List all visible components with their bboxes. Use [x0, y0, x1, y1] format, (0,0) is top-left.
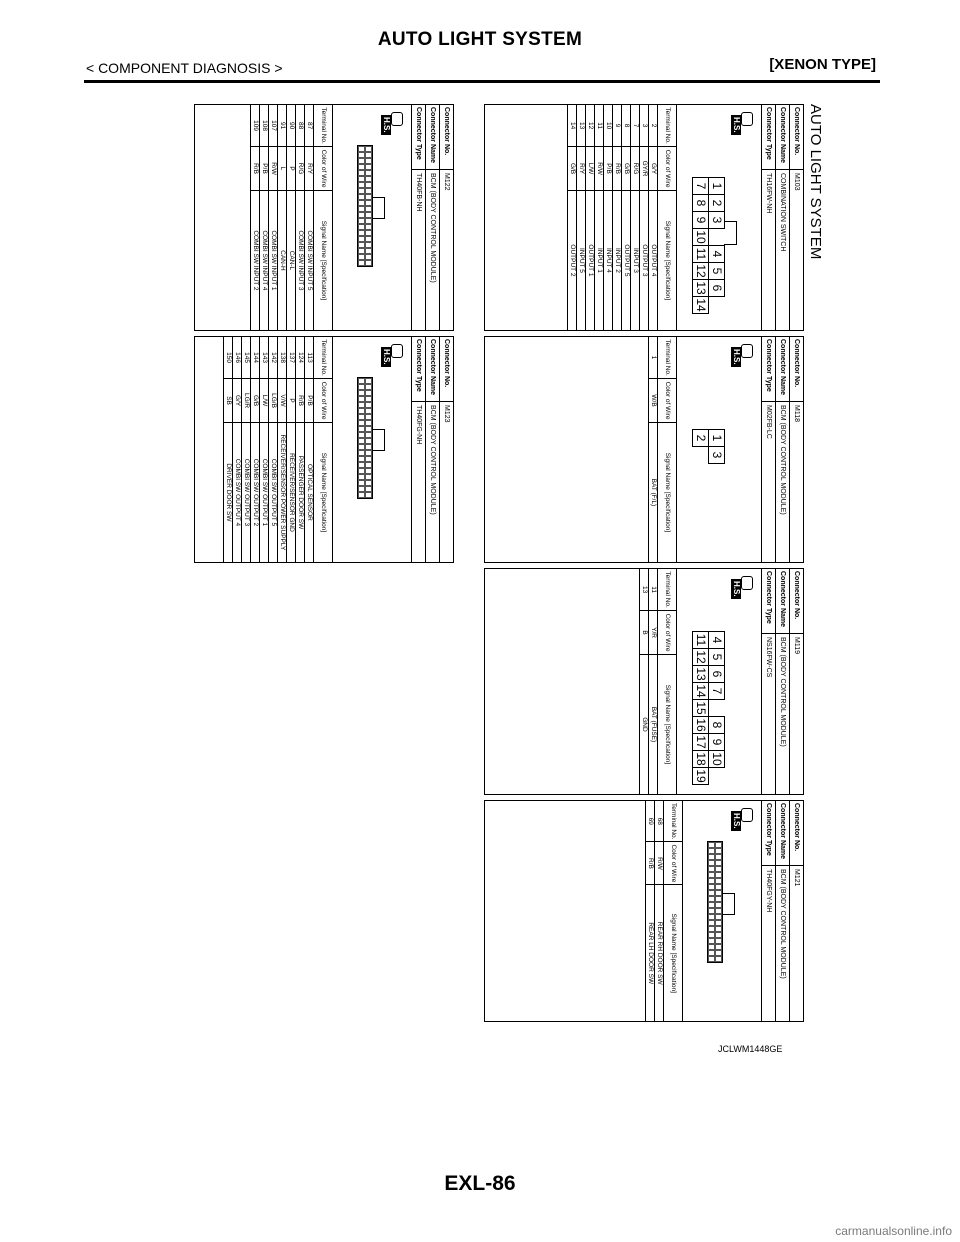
- table-cell: INPUT 2: [613, 190, 622, 330]
- table-cell: 90: [287, 105, 296, 147]
- pin-cell: 10: [694, 230, 708, 244]
- connector-panel-M118: [484, 336, 804, 563]
- pin-cell: 9: [693, 212, 709, 229]
- table-cell: 14: [568, 105, 577, 147]
- table-cell: L: [278, 147, 287, 191]
- table-cell: BAT (F/L): [649, 422, 658, 562]
- table-row: [296, 105, 305, 331]
- header-value: M123: [443, 405, 450, 423]
- pin-cell: 3: [709, 212, 725, 229]
- header-value: COMBINATION SWITCH: [779, 173, 786, 252]
- table-header-cell: Terminal No.: [314, 105, 333, 147]
- table-cell: PASSENGER DOOR SW: [296, 422, 305, 562]
- table-cell: SB: [224, 379, 233, 423]
- table-cell: P: [287, 147, 296, 191]
- table-row: [305, 337, 314, 563]
- table-cell: 108: [260, 105, 269, 147]
- header-key: Connector Name: [426, 337, 439, 402]
- header-value: M103: [793, 173, 800, 191]
- table-row: [251, 337, 260, 563]
- table-row: [604, 105, 613, 331]
- connector-sheet-rotated: [196, 104, 826, 1024]
- pin-cell: 5: [709, 263, 725, 280]
- pin-slot: [715, 956, 722, 962]
- hand-icon: [741, 576, 753, 590]
- pin-cell: 19: [694, 769, 708, 783]
- table-cell: R/G: [296, 147, 305, 191]
- hand-icon: [391, 112, 403, 126]
- pin-cell: 15: [694, 701, 708, 715]
- hand-icon: [391, 344, 403, 358]
- table-cell: 142: [269, 337, 278, 379]
- connector-header-row: [761, 105, 775, 330]
- connector-latch: [372, 429, 385, 451]
- pin-cell: 7: [693, 178, 709, 195]
- table-cell: G/B: [568, 147, 577, 191]
- hs-label: H.S.: [732, 581, 741, 597]
- connector-pin-grid: [357, 145, 373, 267]
- table-cell: 150: [224, 337, 233, 379]
- header-value: TH40FGY-NH: [765, 869, 772, 913]
- table-cell: 109: [251, 105, 260, 147]
- pin-slot: [708, 956, 715, 962]
- table-cell: CAN-H: [278, 190, 287, 330]
- pin-cell: 6: [709, 666, 725, 683]
- hs-hand-icon: [377, 111, 403, 137]
- pin-cell: 5: [709, 649, 725, 666]
- table-cell: COMBI SW INPUT 1: [269, 190, 278, 330]
- table-row: [233, 337, 242, 563]
- table-cell: P: [287, 379, 296, 423]
- connector-latch: [724, 221, 737, 245]
- table-header-cell: Color of Wire: [658, 611, 677, 655]
- table-cell: 2: [649, 105, 658, 147]
- table-row: [577, 105, 586, 331]
- pin-slot: [358, 492, 365, 498]
- hs-label: H.S.: [732, 349, 741, 365]
- pin-cell: 7: [709, 683, 725, 700]
- table-row: [649, 337, 658, 563]
- table-cell: LG/B: [269, 379, 278, 423]
- header-key: Connector Name: [776, 801, 789, 866]
- pin-cell: [709, 229, 725, 246]
- header-rule: [84, 80, 880, 83]
- table-row: [649, 569, 658, 795]
- pin-cell: 11: [693, 246, 709, 263]
- table-row: [251, 105, 260, 331]
- header-key: Connector No.: [440, 337, 453, 402]
- table-cell: GND: [640, 654, 649, 794]
- table-header-cell: Signal Name [Specification]: [658, 422, 677, 562]
- table-cell: OUTPUT 1: [586, 190, 595, 330]
- header-key: Connector Type: [762, 337, 775, 402]
- connector-latch: [722, 893, 735, 915]
- table-header-cell: Color of Wire: [664, 842, 683, 885]
- table-row: [586, 105, 595, 331]
- connector-header-row: [439, 105, 453, 330]
- hs-hand-icon: [727, 575, 753, 601]
- table-cell: DRIVER DOOR SW: [224, 422, 233, 562]
- pin-cell: 6: [709, 280, 725, 297]
- table-cell: COMBI SW OUTPUT 4: [233, 422, 242, 562]
- pin-cell: 12: [694, 650, 708, 664]
- table-row: [305, 105, 314, 331]
- table-cell: OPTICAL SENSOR: [305, 422, 314, 562]
- table-cell: 1: [649, 337, 658, 379]
- table-row: [649, 105, 658, 331]
- header-key: Connector No.: [790, 801, 803, 866]
- table-cell: COMBI SW OUTPUT 3: [242, 422, 251, 562]
- hand-icon: [741, 112, 753, 126]
- table-cell: G/B: [251, 379, 260, 423]
- header-key: Connector Type: [762, 105, 775, 170]
- connector-header-row: [761, 337, 775, 562]
- table-cell: COMBI SW INPUT 5: [305, 190, 314, 330]
- table-cell: W/B: [649, 379, 658, 423]
- header-value: M122: [443, 173, 450, 191]
- table-cell: OUTPUT 2: [568, 190, 577, 330]
- header-key: Connector Name: [776, 105, 789, 170]
- pin-cell: 3: [709, 447, 725, 464]
- table-cell: 9: [613, 105, 622, 147]
- connector-latch: [372, 197, 385, 219]
- pin-cell: 14: [694, 684, 708, 698]
- pin-cell: 8: [709, 717, 725, 734]
- table-cell: INPUT 1: [595, 190, 604, 330]
- connector-pinout: [692, 631, 725, 785]
- table-cell: 91: [278, 105, 287, 147]
- pin-cell: 1: [709, 178, 725, 195]
- table-cell: 107: [269, 105, 278, 147]
- pin-cell: 10: [710, 752, 724, 766]
- table-row: [287, 105, 296, 331]
- table-cell: OUTPUT 5: [622, 190, 631, 330]
- pin-cell: 17: [694, 735, 708, 749]
- sheet-title: AUTO LIGHT SYSTEM: [807, 104, 824, 260]
- table-cell: RECEIVER/SENSOR POWER SUPPLY: [278, 422, 287, 562]
- hs-label: H.S.: [382, 349, 391, 365]
- header-value: TH16FW-NH: [765, 173, 772, 214]
- table-row: [296, 337, 305, 563]
- table-cell: COMBI SW INPUT 2: [251, 190, 260, 330]
- table-cell: 145: [242, 337, 251, 379]
- pin-cell: 4: [709, 246, 725, 263]
- table-row: [655, 801, 664, 1022]
- table-header-cell: Terminal No.: [314, 337, 333, 379]
- header-value: TH40FG-NH: [415, 405, 422, 445]
- table-cell: R/Y: [305, 147, 314, 191]
- table-cell: 8: [622, 105, 631, 147]
- header-key: Connector No.: [440, 105, 453, 170]
- header-key: Connector Name: [776, 337, 789, 402]
- pin-cell: 12: [694, 264, 708, 278]
- table-cell: INPUT 5: [577, 190, 586, 330]
- table-cell: R/B: [251, 147, 260, 191]
- header-value: M119: [793, 637, 800, 654]
- table-cell: R/B: [646, 842, 655, 885]
- connector-header-row: [761, 569, 775, 794]
- table-row: [278, 337, 287, 563]
- table-cell: R/G: [631, 147, 640, 191]
- pin-cell: 13: [694, 281, 708, 295]
- table-cell: 11: [595, 105, 604, 147]
- table-cell: COMBI SW OUTPUT 5: [269, 422, 278, 562]
- table-cell: Y/R: [649, 611, 658, 655]
- table-cell: L/W: [586, 147, 595, 191]
- pin-cell: 11: [693, 632, 709, 649]
- section-label: < COMPONENT DIAGNOSIS >: [86, 60, 283, 76]
- table-cell: OUTPUT 4: [649, 190, 658, 330]
- table-cell: 68: [655, 801, 664, 842]
- table-row: [640, 569, 649, 795]
- table-cell: 12: [586, 105, 595, 147]
- header-key: Connector Type: [762, 569, 775, 634]
- table-row: [640, 105, 649, 331]
- table-header-cell: Terminal No.: [658, 569, 677, 611]
- pin-slot: [365, 492, 372, 498]
- page-number: EXL-86: [444, 1172, 516, 1195]
- table-cell: R/B: [613, 147, 622, 191]
- header-value: TH40FB-NH: [415, 173, 422, 212]
- connector-header-row: [775, 337, 789, 562]
- table-header-cell: Color of Wire: [314, 379, 333, 423]
- header-value: M02FB-LC: [765, 405, 772, 439]
- table-cell: 143: [260, 337, 269, 379]
- table-cell: 13: [640, 569, 649, 611]
- table-cell: G/B: [622, 147, 631, 191]
- table-cell: V/W: [278, 379, 287, 423]
- connector-header-row: [439, 337, 453, 562]
- connector-header-row: [411, 337, 425, 562]
- hs-hand-icon: [727, 343, 753, 369]
- table-row: [278, 105, 287, 331]
- table-cell: L/W: [260, 379, 269, 423]
- hs-label: H.S.: [732, 813, 741, 829]
- table-cell: 87: [305, 105, 314, 147]
- table-cell: 7: [631, 105, 640, 147]
- terminal-table: [648, 336, 677, 563]
- table-row: [269, 337, 278, 563]
- table-row: [260, 105, 269, 331]
- table-row: [224, 337, 233, 563]
- table-cell: 69: [646, 801, 655, 842]
- connector-header-row: [775, 801, 789, 1021]
- pin-cell: 13: [694, 667, 708, 681]
- header-value: NS16FW-CS: [765, 637, 772, 678]
- table-cell: COMBI SW OUTPUT 2: [251, 422, 260, 562]
- table-cell: REAR LH DOOR SW: [646, 885, 655, 1022]
- table-cell: REAR RH DOOR SW: [655, 885, 664, 1022]
- table-cell: G/Y: [233, 379, 242, 423]
- pin-slot: [365, 260, 372, 266]
- table-header-cell: Signal Name [Specification]: [314, 190, 333, 330]
- variant-label: [XENON TYPE]: [769, 56, 876, 73]
- table-header-cell: Signal Name [Specification]: [658, 654, 677, 794]
- table-cell: P/B: [604, 147, 613, 191]
- watermark: carmanualsonline.info: [835, 1224, 952, 1238]
- hs-label: H.S.: [732, 117, 741, 133]
- connector-header-row: [789, 569, 803, 794]
- table-cell: R/W: [655, 842, 664, 885]
- header-key: Connector Name: [776, 569, 789, 634]
- connector-panel-M121: [484, 800, 804, 1022]
- pin-cell: 16: [694, 718, 708, 732]
- table-row: [242, 337, 251, 563]
- table-cell: 146: [233, 337, 242, 379]
- header-key: Connector No.: [790, 105, 803, 170]
- header-key: Connector Type: [762, 801, 775, 866]
- table-row: [622, 105, 631, 331]
- header-value: BCM (BODY CONTROL MODULE): [429, 405, 436, 515]
- table-row: [568, 105, 577, 331]
- table-header-cell: Terminal No.: [664, 801, 683, 842]
- table-header-cell: Signal Name [Specification]: [314, 422, 333, 562]
- terminal-table: [567, 104, 677, 331]
- table-row: [260, 337, 269, 563]
- pin-cell: 14: [694, 298, 708, 312]
- table-cell: 88: [296, 105, 305, 147]
- connector-header-row: [789, 337, 803, 562]
- table-cell: P/B: [260, 147, 269, 191]
- connector-header-row: [425, 337, 439, 562]
- table-cell: CAN-L: [287, 190, 296, 330]
- hs-label: H.S.: [382, 117, 391, 133]
- pin-cell: 4: [709, 632, 725, 649]
- table-cell: G/Y: [649, 147, 658, 191]
- connector-header-row: [775, 105, 789, 330]
- table-cell: LG/R: [242, 379, 251, 423]
- connector-panel-M123: [194, 336, 454, 563]
- connector-header-row: [425, 105, 439, 330]
- header-key: Connector No.: [790, 337, 803, 402]
- table-row: [287, 337, 296, 563]
- connector-pin-grid: [357, 377, 373, 499]
- table-cell: P/B: [305, 379, 314, 423]
- table-cell: 144: [251, 337, 260, 379]
- hs-hand-icon: [727, 807, 753, 833]
- header-key: Connector No.: [790, 569, 803, 634]
- hand-icon: [741, 344, 753, 358]
- table-cell: COMBI SW OUTPUT 1: [260, 422, 269, 562]
- pin-cell: 9: [709, 734, 725, 751]
- connector-header-row: [761, 801, 775, 1021]
- connector-header-row: [789, 801, 803, 1021]
- table-header-cell: Color of Wire: [658, 147, 677, 191]
- pin-cell: 2: [693, 430, 709, 447]
- table-cell: 3: [640, 105, 649, 147]
- terminal-table: [645, 800, 683, 1022]
- header-key: Connector Name: [426, 105, 439, 170]
- table-cell: COMBI SW INPUT 4: [260, 190, 269, 330]
- hs-hand-icon: [727, 111, 753, 137]
- table-cell: R/B: [296, 379, 305, 423]
- table-cell: 10: [604, 105, 613, 147]
- table-row: [269, 105, 278, 331]
- terminal-table: [250, 104, 333, 331]
- table-row: [646, 801, 655, 1022]
- table-header-cell: Color of Wire: [658, 379, 677, 423]
- table-cell: 124: [296, 337, 305, 379]
- header-value: BCM (BODY CONTROL MODULE): [429, 173, 436, 283]
- connector-header-row: [789, 105, 803, 330]
- table-cell: R/W: [269, 147, 278, 191]
- connector-panel-M119: [484, 568, 804, 795]
- connector-sheet: [196, 104, 826, 1024]
- page-title: AUTO LIGHT SYSTEM: [377, 29, 583, 50]
- terminal-table: [639, 568, 677, 795]
- table-cell: RECEIVER/SENSOR GND: [287, 422, 296, 562]
- table-header-cell: Terminal No.: [658, 105, 677, 147]
- drawing-ref-code: JCLWM1448GE: [718, 1044, 783, 1054]
- table-cell: COMBI SW INPUT 3: [296, 190, 305, 330]
- connector-panel-M103: [484, 104, 804, 331]
- table-cell: B: [640, 611, 649, 655]
- connector-pin-grid: [707, 841, 723, 963]
- table-cell: BAT (FUSE): [649, 654, 658, 794]
- connector-pinout: [692, 177, 725, 314]
- table-cell: 137: [287, 337, 296, 379]
- header-value: BCM (BODY CONTROL MODULE): [779, 869, 786, 979]
- connector-header-row: [775, 569, 789, 794]
- header-value: BCM (BODY CONTROL MODULE): [779, 405, 786, 515]
- connector-pinout: [692, 429, 725, 464]
- connector-header-row: [411, 105, 425, 330]
- table-row: [631, 105, 640, 331]
- table-cell: 11: [649, 569, 658, 611]
- pin-slot: [358, 260, 365, 266]
- table-header-cell: Signal Name [Specification]: [658, 190, 677, 330]
- header-key: Connector Type: [412, 105, 425, 170]
- table-header-cell: Color of Wire: [314, 147, 333, 191]
- connector-panel-M122: [194, 104, 454, 331]
- terminal-table: [223, 336, 333, 563]
- pin-cell: 2: [709, 195, 725, 212]
- table-cell: 138: [278, 337, 287, 379]
- table-header-cell: Signal Name [Specification]: [664, 885, 683, 1022]
- table-cell: INPUT 3: [631, 190, 640, 330]
- hand-icon: [741, 808, 753, 822]
- table-cell: R/Y: [577, 147, 586, 191]
- header-value: M121: [793, 869, 800, 887]
- pin-cell: 18: [694, 752, 708, 766]
- table-row: [595, 105, 604, 331]
- table-row: [613, 105, 622, 331]
- table-header-cell: Terminal No.: [658, 337, 677, 379]
- table-cell: OUTPUT 3: [640, 190, 649, 330]
- pin-cell: 8: [693, 195, 709, 212]
- table-cell: GY/R: [640, 147, 649, 191]
- table-cell: 113: [305, 337, 314, 379]
- table-cell: 13: [577, 105, 586, 147]
- header-value: BCM (BODY CONTROL MODULE): [779, 637, 786, 747]
- table-cell: R/W: [595, 147, 604, 191]
- hs-hand-icon: [377, 343, 403, 369]
- pin-cell: [709, 700, 725, 717]
- pin-cell: 1: [709, 430, 725, 447]
- table-cell: INPUT 4: [604, 190, 613, 330]
- header-value: M118: [793, 405, 800, 422]
- header-key: Connector Type: [412, 337, 425, 402]
